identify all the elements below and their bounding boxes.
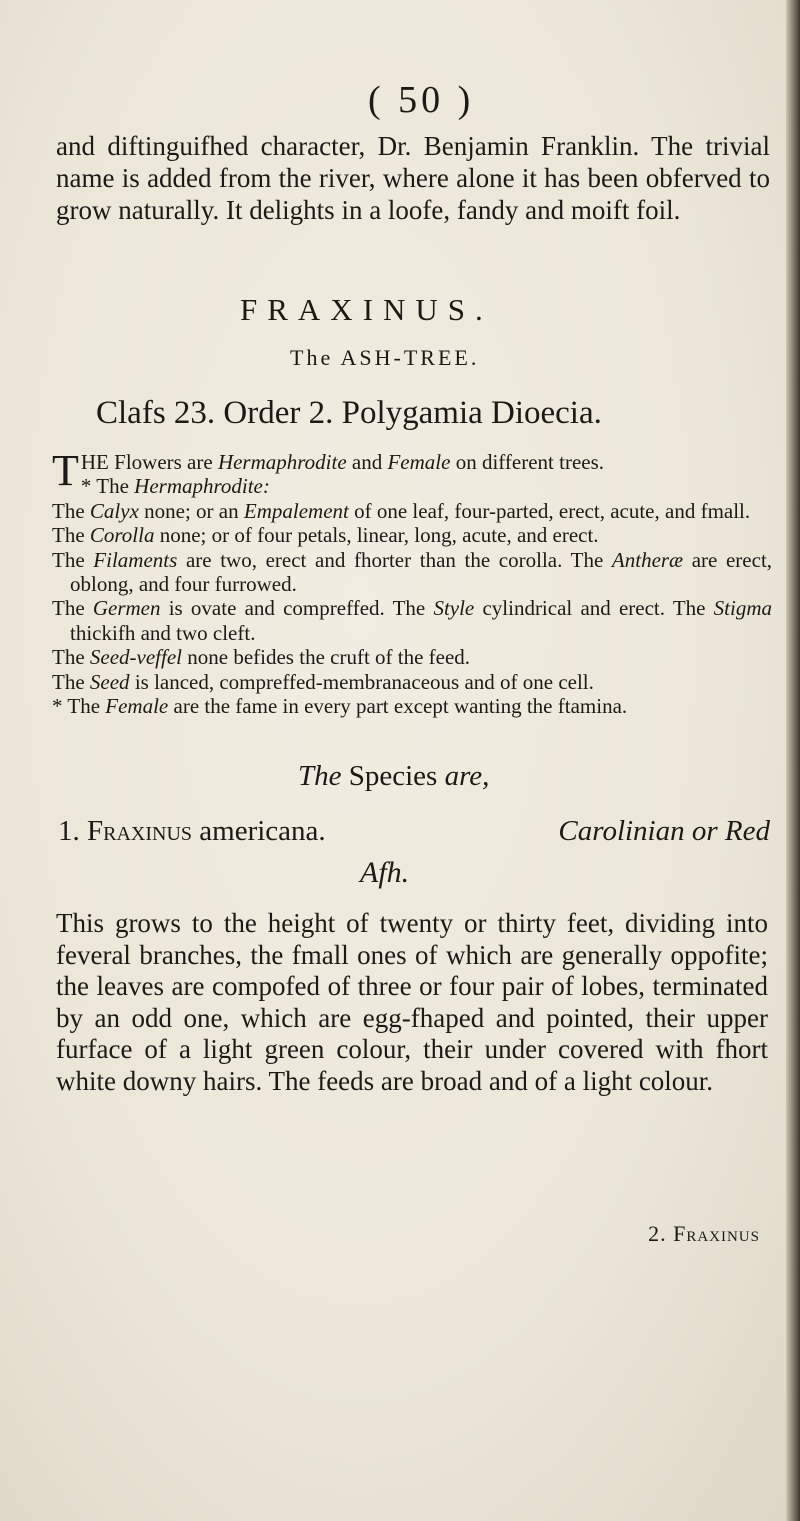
female-line: * The Female are the fame in every part except wanting the ftamina. xyxy=(52,694,628,719)
corolla-line: The Corolla none; or of four petals, linear, long, acute, and erect. xyxy=(52,523,599,548)
seed-vessel-line: The Seed-veffel none befides the cruft of the feed. xyxy=(52,645,471,670)
genus-title: FRAXINUS. xyxy=(240,292,493,327)
species-common-name-continued: Afh. xyxy=(360,856,410,889)
catchword: 2. Fraxinus xyxy=(648,1221,760,1246)
species-genus: Fraxinus xyxy=(87,815,193,847)
filaments-line: The Filaments are two, erect and fhorter than the corolla. The Antheræ are erect, oblong, and four furrowed. xyxy=(52,547,773,597)
species-heading: The Species are, xyxy=(298,760,490,792)
calyx-line: The Calyx none; or an Empalement of one leaf, four-parted, erect, acute, and fmall. xyxy=(52,498,751,523)
book-spine-shadow xyxy=(786,0,800,1521)
species-common-name: Carolinian or Red xyxy=(558,815,770,847)
hermaphrodite-heading: * The Hermaphrodite: xyxy=(80,474,270,499)
species-epithet: americana. xyxy=(199,815,326,847)
classification-line: Clafs 23. Order 2. Polygamia Dioecia. xyxy=(96,395,602,431)
seed-line: The Seed is lanced, compreffed-membranaceous and of one cell. xyxy=(52,669,594,694)
species-entry-heading: 1. Fraxinus americana. Carolinian or Red xyxy=(58,815,770,847)
species-description: This grows to the height of twenty or thirty feet, dividing into feveral branches, the fmall ones of which are generally oppofite; the leaves are compofed of three or four pair of lobes, terminated by an odd one, which are egg-fhaped and pointed, their upper furface of a light green colour, their under covered with fhort white downy hairs. The feeds are broad and of a light colour. xyxy=(56,908,768,1096)
intro-paragraph: and diftinguifhed character, Dr. Benjamin Franklin. The trivial name is added from the river, where alone it has been obferved to grow naturally. It delights in a loofe, fandy and moift foil. xyxy=(56,131,770,225)
common-name-title: The ASH-TREE. xyxy=(290,345,480,370)
opening-line: THE Flowers are Hermaphrodite and Female on different trees. xyxy=(52,446,605,495)
drop-cap: T xyxy=(52,446,79,495)
flower-description xyxy=(52,446,773,719)
germen-line: The Germen is ovate and compreffed. The Style cylindrical and erect. The Stigma thickifh and two cleft. xyxy=(52,596,773,645)
page-number: ( 50 ) xyxy=(368,79,475,121)
